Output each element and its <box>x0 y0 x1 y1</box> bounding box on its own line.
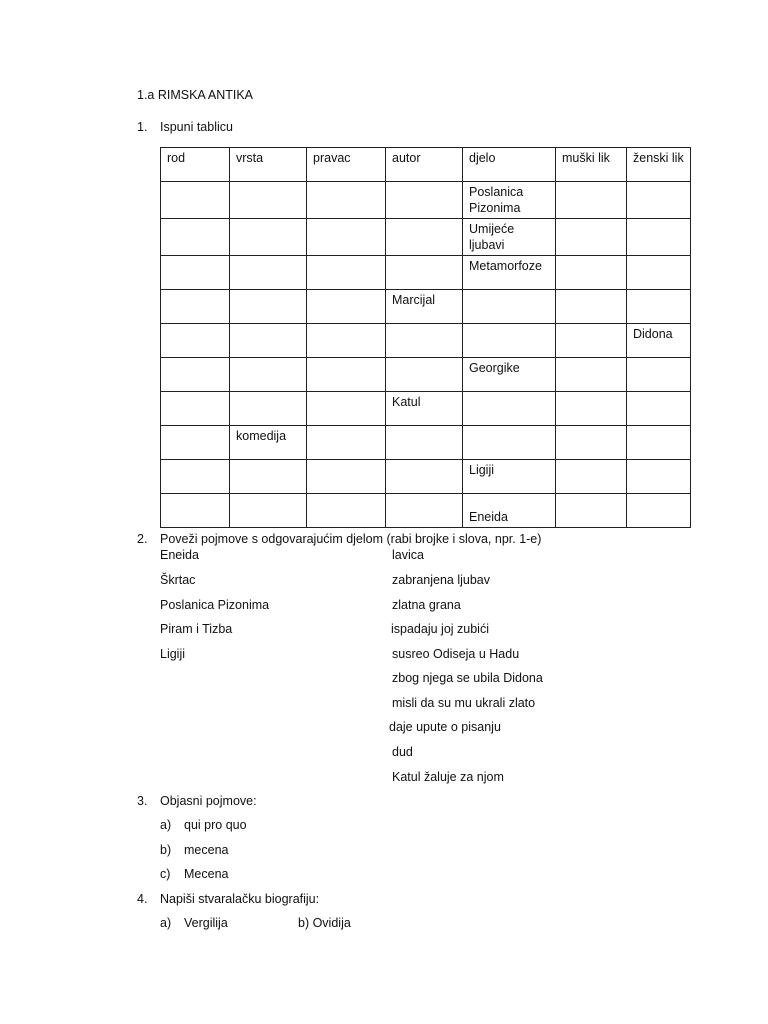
left-term-4: Piram i Tizba <box>160 622 233 636</box>
table-cell[interactable] <box>556 392 627 426</box>
table-cell[interactable] <box>463 324 556 358</box>
table-cell[interactable]: Marcijal <box>386 290 463 324</box>
table-cell[interactable] <box>307 426 386 460</box>
table-row <box>161 494 691 528</box>
table-row <box>161 426 691 460</box>
table-row <box>161 290 691 324</box>
task3-item-a-letter: a) <box>160 818 172 832</box>
table-cell[interactable] <box>161 256 230 290</box>
table-cell[interactable] <box>556 426 627 460</box>
table-cell[interactable] <box>386 182 463 219</box>
table-cell[interactable] <box>627 182 691 219</box>
table-cell[interactable] <box>161 219 230 256</box>
task3-item-c-text: Mecena <box>184 867 229 881</box>
table-cell[interactable] <box>161 358 230 392</box>
task4-text: Napiši stvaralačku biografiju: <box>160 892 320 906</box>
left-term-3: Poslanica Pizonima <box>160 598 270 612</box>
table-cell[interactable] <box>386 219 463 256</box>
right-term-5: susreo Odiseja u Hadu <box>392 647 520 661</box>
table-cell[interactable] <box>556 460 627 494</box>
table-cell[interactable] <box>307 256 386 290</box>
table-cell[interactable]: Ligiji <box>463 460 556 494</box>
table-header-cell: muški lik <box>556 148 627 182</box>
table-cell[interactable] <box>627 494 691 528</box>
task3-item-b-text: mecena <box>184 843 229 857</box>
table-cell[interactable] <box>556 290 627 324</box>
left-term-2: Škrtac <box>160 573 196 587</box>
table-cell[interactable] <box>386 256 463 290</box>
table-cell[interactable] <box>386 324 463 358</box>
task3-text: Objasni pojmove: <box>160 794 257 808</box>
table-cell[interactable] <box>161 324 230 358</box>
table-cell[interactable] <box>556 182 627 219</box>
table-cell[interactable] <box>556 324 627 358</box>
table-cell[interactable]: Metamorfoze <box>463 256 556 290</box>
task3-item-a-text: qui pro quo <box>184 818 247 832</box>
table-cell[interactable] <box>556 358 627 392</box>
right-term-1: lavica <box>392 548 424 562</box>
table-cell[interactable]: Georgike <box>463 358 556 392</box>
left-term-1: Eneida <box>160 548 199 562</box>
table-cell[interactable] <box>230 219 307 256</box>
task1-number: 1. <box>137 120 148 134</box>
task3-item-b-letter: b) <box>160 843 172 857</box>
table-cell[interactable] <box>386 426 463 460</box>
table-cell[interactable] <box>556 256 627 290</box>
table-cell[interactable] <box>161 494 230 528</box>
table-cell[interactable] <box>161 460 230 494</box>
table-cell[interactable] <box>627 256 691 290</box>
table-cell[interactable]: Eneida <box>463 494 556 528</box>
table-cell[interactable] <box>230 494 307 528</box>
table-row <box>161 256 691 290</box>
table-cell[interactable] <box>627 290 691 324</box>
table-cell[interactable] <box>556 219 627 256</box>
table-header-cell: ženski lik <box>627 148 691 182</box>
table-header-cell: autor <box>386 148 463 182</box>
table-cell[interactable] <box>230 392 307 426</box>
table-cell[interactable] <box>627 358 691 392</box>
table-cell[interactable] <box>161 392 230 426</box>
task1-text: Ispuni tablicu <box>160 120 233 134</box>
right-term-4: ispadaju joj zubići <box>391 622 489 636</box>
table-cell[interactable] <box>627 426 691 460</box>
right-term-2: zabranjena ljubav <box>392 573 490 587</box>
table-cell[interactable] <box>627 460 691 494</box>
right-term-3: zlatna grana <box>392 598 461 612</box>
table-row <box>161 358 691 392</box>
right-term-9: dud <box>392 745 413 759</box>
table-cell[interactable] <box>307 182 386 219</box>
table-cell[interactable] <box>556 494 627 528</box>
table-cell[interactable]: komedija <box>230 426 307 460</box>
table-cell[interactable] <box>307 392 386 426</box>
table-cell[interactable] <box>230 460 307 494</box>
table-cell[interactable] <box>307 219 386 256</box>
table-row <box>161 460 691 494</box>
fill-in-table <box>160 147 691 528</box>
task4-item-a-letter: a) <box>160 916 172 930</box>
right-term-10: Katul žaluje za njom <box>392 770 504 784</box>
table-header-cell: vrsta <box>230 148 307 182</box>
table-header-cell: djelo <box>463 148 556 182</box>
table-cell[interactable]: Umijeće ljubavi <box>463 219 556 256</box>
task3-item-c-letter: c) <box>160 867 171 881</box>
task4-number: 4. <box>137 892 148 906</box>
table-cell[interactable] <box>307 324 386 358</box>
table-cell[interactable] <box>463 426 556 460</box>
table-cell[interactable] <box>230 256 307 290</box>
table-header-cell: pravac <box>307 148 386 182</box>
table-cell[interactable] <box>627 219 691 256</box>
table-header-cell: rod <box>161 148 230 182</box>
task2-text: Poveži pojmove s odgovarajućim djelom (rabi brojke i slova, npr. 1-e) <box>160 532 542 546</box>
task4-item-b-text: b) Ovidija <box>298 916 351 930</box>
task4-item-a-text: Vergilija <box>184 916 228 930</box>
page-heading: 1.a RIMSKA ANTIKA <box>137 88 254 102</box>
table-cell[interactable]: Katul <box>386 392 463 426</box>
left-term-5: Ligiji <box>160 647 186 661</box>
table-cell[interactable]: Didona <box>627 324 691 358</box>
task2-number: 2. <box>137 532 148 546</box>
table-cell[interactable] <box>386 358 463 392</box>
table-row <box>161 324 691 358</box>
table-cell[interactable] <box>161 290 230 324</box>
table-cell[interactable] <box>230 324 307 358</box>
table-cell[interactable] <box>307 290 386 324</box>
table-cell[interactable] <box>230 290 307 324</box>
right-term-7: misli da su mu ukrali zlato <box>392 696 536 710</box>
table-cell[interactable] <box>161 182 230 219</box>
table-cell[interactable] <box>230 182 307 219</box>
table-cell[interactable] <box>307 494 386 528</box>
table-cell[interactable] <box>627 392 691 426</box>
table-cell[interactable] <box>463 290 556 324</box>
table-cell[interactable] <box>463 392 556 426</box>
table-cell[interactable] <box>307 460 386 494</box>
table-row <box>161 219 691 256</box>
right-term-6: zbog njega se ubila Didona <box>392 671 543 685</box>
table-row <box>161 392 691 426</box>
table-header-row <box>161 148 691 182</box>
table-cell[interactable] <box>386 460 463 494</box>
table-cell[interactable]: Poslanica Pizonima <box>463 182 556 219</box>
right-term-8: daje upute o pisanju <box>389 720 501 734</box>
table-cell[interactable] <box>386 494 463 528</box>
table-cell[interactable] <box>230 358 307 392</box>
table-row <box>161 182 691 219</box>
task3-number: 3. <box>137 794 148 808</box>
table-cell[interactable] <box>161 426 230 460</box>
table-cell[interactable] <box>307 358 386 392</box>
